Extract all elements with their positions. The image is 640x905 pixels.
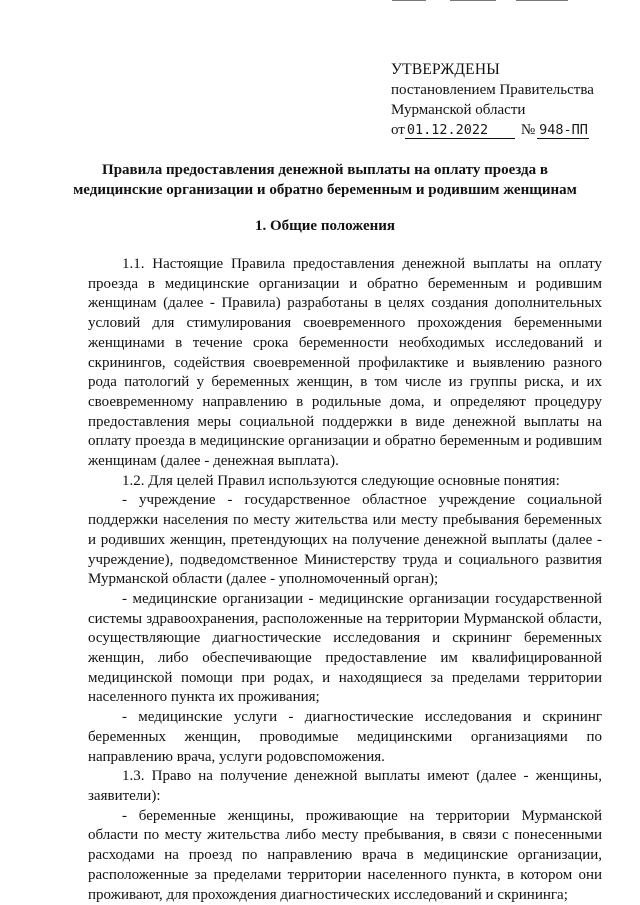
section-heading: 1. Общие положения — [254, 218, 396, 234]
definition-medical-services: - медицинские услуги - диагностические исследования и скрининг беременных женщин, проводимые медицинскими организациями по направлению врача, услуги родовспоможения. — [88, 709, 602, 765]
approval-stamp — [391, 60, 621, 140]
paragraph-1-2: 1.2. Для целей Правил используются следующие основные понятия: — [122, 472, 560, 489]
number-label: № — [520, 122, 536, 138]
approval-heading: УТВЕРЖДЕНЫ — [391, 61, 500, 78]
definition-institution: - учреждение - государственное областное учреждение социальной поддержки населения по месту жительства или месту пребывания беременных и родивших женщин, претендующих на получение денежной выплаты (далее - учреждение), подведомственное Министерству труда и социального развития Мурманской области (далее - уполномоченный орган); — [88, 492, 602, 588]
paragraph-1-3: 1.3. Право на получение денежной выплаты имеют (далее - женщины, заявители): — [88, 768, 602, 804]
from-label: от — [391, 122, 405, 138]
title-line-1: Правила предоставления денежной выплаты на оплату проезда в — [102, 162, 548, 178]
title-line-2: медицинские организации и обратно беременным и родившим женщинам — [73, 182, 577, 198]
top-edge-marks — [392, 0, 602, 3]
document-body — [88, 255, 602, 905]
approval-line-region: Мурманской области — [391, 102, 526, 118]
approval-line-government: постановлением Правительства — [391, 82, 594, 98]
paragraph-1-1: 1.1. Настоящие Правила предоставления денежной выплаты на оплату проезда в медицинские организации и обратно беременным и родившим женщинам (далее - Правила) разработаны в целях создания дополнительных условий для стимулирования своевременного прохождения беременными женщинами в течение срока беременности необходимых исследований и скринингов, содействия своевременной профилактике и выявлению разного рода патологий у беременных женщин, в том числе из группы риска, и их своевременному направлению в родильные дома, и определяют процедуру предоставления меры социальной поддержки в виде денежной выплаты на оплату проезда в медицинские организации и обратно беременным и родившим женщинам (далее - денежная выплата). — [88, 256, 602, 470]
approval-date-number-line — [391, 120, 621, 140]
eligibility-pregnant-women: - беременные женщины, проживающие на территории Мурманской области по месту жительства либо месту пребывания, в связи с понесенными расходами на проезд по направлению врача в медицинские организации, расположенные за пределами территории населенного пункта, в котором они проживают, для прохождения диагностических исследований и скрининга; — [88, 807, 602, 903]
document-title — [40, 160, 610, 200]
approval-number: 948-ПП — [539, 122, 588, 138]
definition-medical-organizations: - медицинские организации - медицинские организации государственной системы здравоохранения, расположенные на территории Мурманской области, осуществляющие диагностические исследования и скрининг беременных женщин, либо обеспечивающие предоставление им квалифицированной медицинской помощи при родах, и находящиеся за пределами территории населенного пункта их проживания; — [88, 590, 602, 706]
approval-date: 01.12.2022 — [405, 122, 515, 139]
